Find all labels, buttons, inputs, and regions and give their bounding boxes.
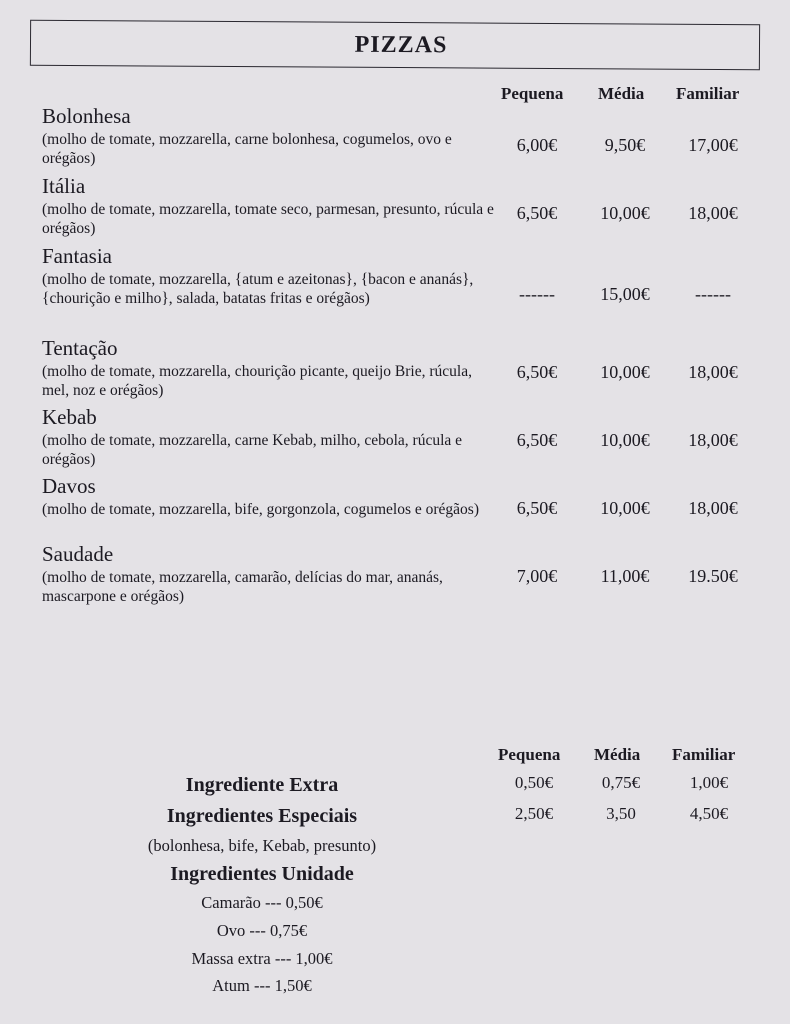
pizza-name: Tentação [42, 336, 118, 360]
pizza-description: (molho de tomate, mozzarella, bife, gorgonzola, cogumelos e orégãos) [42, 501, 480, 518]
price-pequena: 7,00€ [516, 566, 558, 586]
price-media: 10,00€ [600, 498, 650, 518]
pizza-item [42, 474, 502, 519]
pizza-description: (molho de tomate, mozzarella, chourição picante, queijo Brie, rúcula, mel, noz e orégãos) [42, 363, 472, 399]
pizza-item [42, 104, 502, 168]
pizza-item [42, 405, 502, 469]
page-title: PIZZAS [354, 31, 448, 58]
price-pequena: 6,50€ [516, 203, 558, 223]
unit-ingredient-item: Massa extra --- 1,00€ [191, 949, 333, 968]
extra-price-pequena: 0,50€ [514, 773, 554, 792]
price-pequena: ------ [519, 284, 555, 304]
pizza-description: (molho de tomate, mozzarella, tomate seco, parmesan, presunto, rúcula e orégãos) [42, 201, 494, 237]
pizza-description: (molho de tomate, mozzarella, camarão, delícias do mar, ananás, mascarpone e orégãos) [42, 569, 443, 605]
price-familiar: 18,00€ [688, 203, 738, 223]
pizza-name: Kebab [42, 405, 97, 429]
extra-ingredient-label: Ingrediente Extra [185, 774, 339, 796]
pizza-description: (molho de tomate, mozzarella, carne Kebab, milho, cebola, rúcula e orégãos) [42, 432, 463, 468]
pizza-item [42, 174, 502, 238]
pizza-name: Itália [42, 174, 86, 198]
unit-ingredient-item: Camarão --- 0,50€ [201, 893, 323, 912]
price-familiar: 17,00€ [688, 135, 738, 155]
special-price-media: 3,50 [606, 804, 636, 823]
price-familiar: 18,00€ [688, 430, 738, 450]
price-media: 11,00€ [600, 566, 650, 586]
pizza-description: (molho de tomate, mozzarella, {atum e azeitonas}, {bacon e ananás}, {chourição e milho}, salada, batatas fritas e orégãos) [42, 271, 474, 307]
price-familiar: 18,00€ [688, 498, 738, 518]
price-media: 10,00€ [600, 430, 650, 450]
column-header-pequena: Pequena [501, 84, 564, 103]
pizza-name: Fantasia [42, 244, 112, 268]
pizza-name: Davos [42, 474, 96, 498]
special-ingredients-note: (bolonhesa, bife, Kebab, presunto) [147, 836, 377, 855]
unit-ingredients-label: Ingredientes Unidade [170, 863, 354, 885]
column-header-media: Média [598, 84, 645, 103]
price-pequena: 6,50€ [516, 430, 558, 450]
pizza-name: Saudade [42, 542, 114, 566]
pizza-item [42, 542, 502, 606]
price-familiar: 18,00€ [688, 362, 738, 382]
extra-price-media: 0,75€ [601, 773, 641, 792]
extras-header-familiar: Familiar [672, 745, 736, 764]
price-media: 10,00€ [600, 203, 650, 223]
price-media: 10,00€ [600, 362, 650, 382]
pizza-item [42, 336, 502, 400]
price-media: 9,50€ [604, 135, 646, 155]
extras-header-pequena: Pequena [498, 745, 561, 764]
unit-ingredient-item: Ovo --- 0,75€ [216, 921, 308, 940]
special-price-pequena: 2,50€ [514, 804, 554, 823]
price-media: 15,00€ [600, 284, 650, 304]
extras-header-media: Média [594, 745, 641, 764]
price-familiar: ------ [695, 284, 731, 304]
column-header-familiar: Familiar [676, 84, 740, 103]
special-ingredients-label: Ingredientes Especiais [166, 805, 358, 827]
pizza-name: Bolonhesa [42, 104, 131, 128]
pizza-item [42, 244, 502, 308]
price-pequena: 6,50€ [516, 362, 558, 382]
price-familiar: 19.50€ [688, 566, 738, 586]
title-box [30, 20, 760, 70]
extra-price-familiar: 1,00€ [689, 773, 729, 792]
special-price-familiar: 4,50€ [689, 804, 729, 823]
price-pequena: 6,00€ [516, 135, 558, 155]
unit-ingredient-item: Atum --- 1,50€ [212, 976, 312, 995]
pizza-description: (molho de tomate, mozzarella, carne bolonhesa, cogumelos, ovo e orégãos) [42, 131, 452, 167]
price-pequena: 6,50€ [516, 498, 558, 518]
